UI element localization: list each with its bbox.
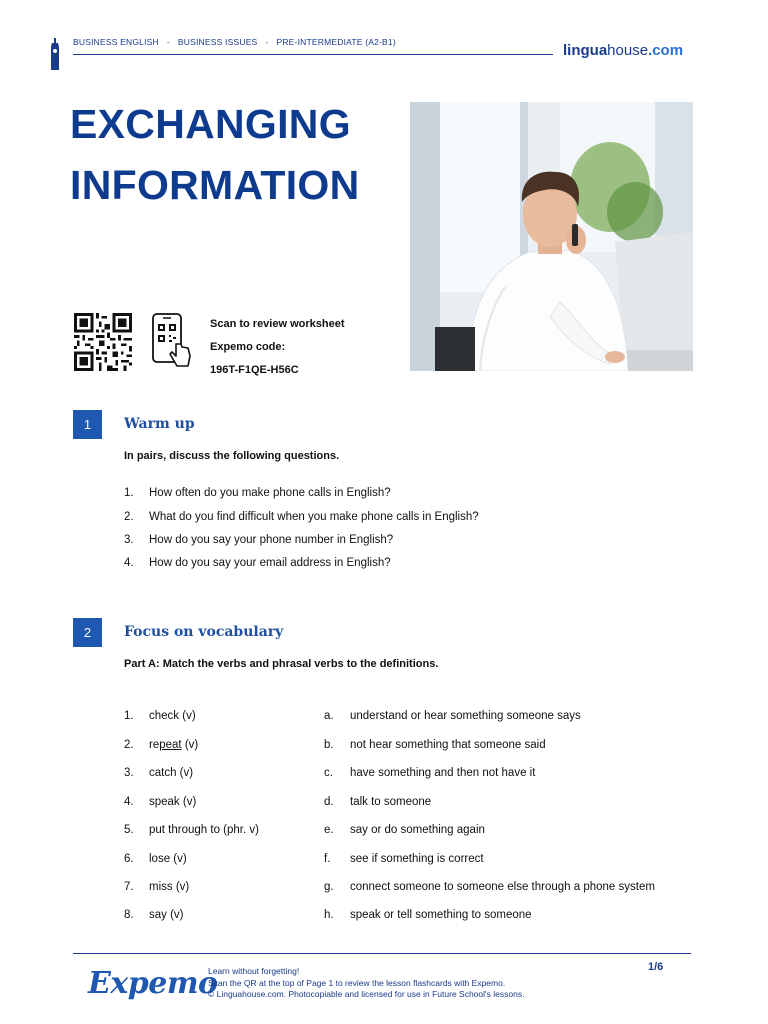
page-title	[70, 94, 360, 216]
item-number: 5.	[124, 824, 134, 836]
breadcrumb-item[interactable]: BUSINESS ENGLISH	[73, 37, 159, 47]
item-number: 2.	[124, 511, 134, 523]
item-letter: h.	[324, 909, 334, 921]
match-row	[124, 909, 694, 925]
definition: see if something is correct	[350, 853, 484, 865]
brand-part: house	[607, 42, 649, 59]
item-letter: a.	[324, 710, 334, 722]
scan-label: Scan to review worksheet	[210, 318, 345, 330]
match-row	[124, 881, 694, 897]
expemo-code: 196T-F1QE-H56C	[210, 364, 299, 376]
breadcrumb	[73, 37, 396, 47]
list-item	[124, 534, 393, 546]
breadcrumb-separator: -	[265, 37, 269, 47]
term: miss (v)	[149, 881, 190, 893]
item-letter: b.	[324, 739, 334, 751]
definition: speak or tell something to someone	[350, 909, 532, 921]
item-letter: d.	[324, 796, 334, 808]
match-row	[124, 739, 694, 755]
section-title: Warm up	[124, 416, 195, 432]
definition: have something and then not have it	[350, 767, 536, 779]
footer-line: Learn without forgetting!	[208, 966, 300, 976]
term: repeat (v)	[149, 739, 199, 751]
big-ben-icon	[50, 38, 60, 70]
definition: not hear something that someone said	[350, 739, 546, 751]
footer-divider	[73, 953, 691, 954]
section-number: 1	[73, 410, 102, 439]
item-text: How often do you make phone calls in English?	[149, 487, 391, 499]
item-letter: g.	[324, 881, 334, 893]
definition: connect someone to someone else through a phone system	[350, 881, 655, 893]
instruction: Part A: Match the verbs and phrasal verbs to the definitions.	[124, 658, 439, 670]
scan-info	[210, 313, 345, 382]
item-text: How do you say your phone number in English?	[149, 534, 394, 546]
item-number: 1.	[124, 710, 134, 722]
section-number: 2	[73, 618, 102, 647]
page-number: 1/6	[648, 961, 664, 973]
brand-part: lingua	[563, 42, 608, 59]
instruction: In pairs, discuss the following questions.	[124, 450, 340, 462]
section-title: Focus on vocabulary	[124, 624, 284, 640]
header-divider	[73, 54, 553, 55]
item-letter: f.	[324, 853, 331, 865]
match-row	[124, 710, 694, 726]
item-number: 3.	[124, 767, 134, 779]
phone-scan-icon	[150, 312, 192, 372]
item-number: 4.	[124, 796, 134, 808]
match-row	[124, 767, 694, 783]
item-number: 7.	[124, 881, 134, 893]
breadcrumb-item[interactable]: PRE-INTERMEDIATE (A2-B1)	[276, 37, 396, 47]
match-row	[124, 824, 694, 840]
item-letter: c.	[324, 767, 333, 779]
match-row	[124, 853, 694, 869]
item-number: 1.	[124, 487, 134, 499]
qr-code-icon[interactable]	[73, 313, 133, 371]
title-line: INFORMATION	[70, 162, 360, 208]
footer-line: © Linguahouse.com. Photocopiable and licensed for use in Future School's lessons.	[208, 989, 525, 999]
item-number: 6.	[124, 853, 134, 865]
list-item	[124, 487, 391, 499]
term: catch (v)	[149, 767, 194, 779]
item-number: 8.	[124, 909, 134, 921]
match-row	[124, 796, 694, 812]
item-letter: e.	[324, 824, 334, 836]
brand-logo[interactable]	[563, 42, 683, 59]
stress-underline: peat	[159, 739, 182, 751]
breadcrumb-separator: -	[166, 37, 170, 47]
footer-text	[208, 966, 524, 1001]
item-number: 3.	[124, 534, 134, 546]
term: speak (v)	[149, 796, 197, 808]
breadcrumb-item[interactable]: BUSINESS ISSUES	[177, 37, 258, 47]
term: put through to (phr. v)	[149, 824, 259, 836]
term: say (v)	[149, 909, 184, 921]
expemo-logo[interactable]: Expemo	[88, 966, 218, 1001]
brand-part: .com	[648, 42, 684, 59]
item-number: 2.	[124, 739, 134, 751]
item-text: How do you say your email address in English?	[149, 557, 391, 569]
list-item	[124, 511, 479, 523]
definition: understand or hear something someone says	[350, 710, 581, 722]
expemo-code-label: Expemo code:	[210, 341, 286, 353]
footer-line: Scan the QR at the top of Page 1 to review the lesson flashcards with Expemo.	[208, 977, 506, 988]
definition: say or do something again	[350, 824, 485, 836]
businessman-phone-photo	[410, 102, 693, 371]
title-line: EXCHANGING	[70, 101, 351, 147]
term: lose (v)	[149, 853, 187, 865]
list-item	[124, 557, 391, 569]
definition: talk to someone	[350, 796, 432, 808]
item-text: What do you find difficult when you make phone calls in English?	[149, 511, 479, 523]
item-number: 4.	[124, 557, 134, 569]
term: check (v)	[149, 710, 196, 722]
